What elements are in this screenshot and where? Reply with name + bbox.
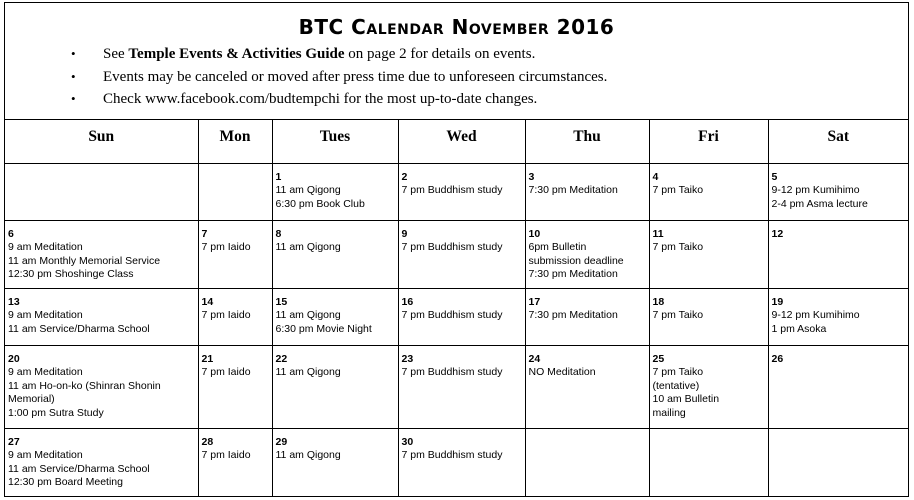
event-line: 12:30 pm Board Meeting <box>8 476 123 489</box>
day-number: 2 <box>401 171 408 183</box>
event-line: 9-12 pm Kumihimo <box>771 184 860 197</box>
week-row <box>5 289 908 346</box>
day-cell <box>768 346 908 429</box>
day-number: 27 <box>8 436 20 448</box>
event-line: 7 pm Buddhism study <box>401 241 503 254</box>
weekday-header: Tues <box>272 120 398 164</box>
day-cell <box>768 429 908 496</box>
event-line: 11 am Service/Dharma School <box>8 462 150 475</box>
day-number: 19 <box>771 296 784 308</box>
week-row <box>5 164 908 221</box>
day-cell <box>198 164 272 221</box>
event-line: 11 am Service/Dharma School <box>8 322 150 335</box>
calendar-page <box>4 2 909 497</box>
event-line: 7 pm Taiko <box>652 366 704 379</box>
day-cell <box>768 221 908 289</box>
week-row <box>5 429 908 496</box>
event-line: 9-12 pm Kumihimo <box>771 309 860 322</box>
day-cell <box>768 164 908 221</box>
day-cell <box>525 289 649 346</box>
event-line: (tentative) <box>652 379 700 392</box>
day-number: 4 <box>652 171 659 183</box>
day-cell <box>272 221 398 289</box>
day-cell <box>649 289 768 346</box>
weekday-header: Wed <box>398 120 525 164</box>
weekday-header: Sat <box>768 120 908 164</box>
day-number: 14 <box>201 296 214 308</box>
day-number: 28 <box>201 436 214 448</box>
day-number: 5 <box>771 171 778 183</box>
event-line: 11 am Qigong <box>275 449 341 462</box>
event-line: 7 pm Buddhism study <box>401 309 503 322</box>
event-line: 1:00 pm Sutra Study <box>8 406 104 419</box>
event-line: 11 am Qigong <box>275 309 341 322</box>
note-item <box>71 66 607 89</box>
day-cell <box>768 289 908 346</box>
day-number: 6 <box>8 228 14 240</box>
day-number: 11 <box>652 228 664 240</box>
day-cell <box>649 429 768 496</box>
note-item <box>71 88 607 111</box>
event-line: 7 pm Iaido <box>201 366 251 379</box>
event-line: 7 pm Taiko <box>652 184 704 197</box>
event-line: 9 am Meditation <box>8 449 83 462</box>
event-line: 7 pm Iaido <box>201 309 251 322</box>
note-text: Events may be canceled or moved after press time due to unforeseen circumstances. <box>103 68 608 85</box>
event-line: 6:30 pm Movie Night <box>275 322 372 335</box>
day-cell <box>198 346 272 429</box>
note-item <box>71 43 607 66</box>
day-cell <box>198 289 272 346</box>
day-cell <box>5 429 198 496</box>
event-line: 11 am Qigong <box>275 241 341 254</box>
day-cell <box>525 346 649 429</box>
event-line: 9 am Meditation <box>8 366 83 379</box>
event-line: 7 pm Buddhism study <box>401 184 503 197</box>
event-line: 7 pm Buddhism study <box>401 366 503 379</box>
day-number: 12 <box>771 228 784 240</box>
day-cell <box>272 429 398 496</box>
calendar-grid <box>5 119 908 496</box>
event-line: 11 am Qigong <box>275 184 341 197</box>
day-number: 30 <box>401 436 414 448</box>
day-cell <box>398 164 525 221</box>
event-line: 1 pm Asoka <box>771 322 827 335</box>
weekday-header-row <box>5 120 908 164</box>
day-cell <box>398 429 525 496</box>
day-number: 18 <box>652 296 665 308</box>
bullet-icon: • <box>71 91 76 106</box>
note-text: on page 2 for details on events. <box>344 46 536 62</box>
notes-list <box>71 43 607 111</box>
day-cell <box>649 164 768 221</box>
event-line: 6:30 pm Book Club <box>275 197 365 210</box>
day-number: 13 <box>8 296 20 308</box>
day-number: 3 <box>528 171 535 183</box>
day-cell <box>198 429 272 496</box>
weekday-header: Thu <box>525 120 649 164</box>
day-cell <box>272 289 398 346</box>
day-number: 7 <box>201 228 208 240</box>
event-line: 7 pm Taiko <box>652 241 704 254</box>
event-line: 6pm Bulletin <box>528 241 587 254</box>
event-line: 9 am Meditation <box>8 241 83 254</box>
event-line: 10 am Bulletin <box>652 393 720 406</box>
event-line: NO Meditation <box>528 366 596 379</box>
event-line: 7 pm Taiko <box>652 309 704 322</box>
day-cell <box>398 289 525 346</box>
day-cell <box>198 221 272 289</box>
event-line: 2-4 pm Asma lecture <box>771 197 868 210</box>
day-number: 24 <box>528 353 541 365</box>
note-text: Check www.facebook.com/budtempchi for the most up-to-date changes. <box>103 91 538 107</box>
event-line: 11 am Ho-on-ko (Shinran Shonin <box>8 379 161 392</box>
day-number: 26 <box>771 353 784 365</box>
day-number: 29 <box>275 436 288 448</box>
day-cell <box>272 346 398 429</box>
calendar-header <box>5 3 908 119</box>
day-cell <box>398 221 525 289</box>
note-text: See <box>103 46 129 62</box>
day-number: 22 <box>275 353 288 365</box>
event-line: 7 pm Iaido <box>201 449 251 462</box>
event-line: mailing <box>652 406 686 419</box>
event-line: 11 am Qigong <box>275 366 341 379</box>
bullet-icon: • <box>71 68 76 84</box>
event-line: 7:30 pm Meditation <box>528 268 618 281</box>
event-line: 7 pm Iaido <box>201 241 251 254</box>
event-line: 9 am Meditation <box>8 309 83 322</box>
event-line: Memorial) <box>8 393 55 406</box>
note-guide-title: Temple Events & Activities Guide <box>128 46 345 62</box>
day-number: 17 <box>528 296 541 308</box>
day-number: 15 <box>275 296 288 308</box>
day-number: 10 <box>528 228 541 240</box>
day-number: 23 <box>401 353 414 365</box>
page-title: BTC Calendar November 2016 <box>298 15 615 39</box>
day-number: 8 <box>275 228 282 240</box>
day-number: 16 <box>401 296 414 308</box>
day-cell <box>525 429 649 496</box>
day-cell <box>5 221 198 289</box>
day-cell <box>272 164 398 221</box>
week-row <box>5 346 908 429</box>
event-line: submission deadline <box>528 254 624 267</box>
weekday-header: Mon <box>198 120 272 164</box>
day-cell <box>5 289 198 346</box>
event-line: 11 am Monthly Memorial Service <box>8 254 161 267</box>
bullet-icon: • <box>71 46 76 61</box>
day-cell <box>398 346 525 429</box>
day-number: 21 <box>201 353 214 365</box>
day-cell <box>5 164 198 221</box>
week-row <box>5 221 908 289</box>
event-line: 7:30 pm Meditation <box>528 309 618 322</box>
day-cell <box>525 164 649 221</box>
event-line: 7 pm Buddhism study <box>401 449 503 462</box>
day-number: 20 <box>8 353 20 365</box>
day-cell <box>649 221 768 289</box>
event-line: 7:30 pm Meditation <box>528 184 618 197</box>
weekday-header: Sun <box>5 120 198 164</box>
day-number: 1 <box>275 171 282 183</box>
day-cell <box>649 346 768 429</box>
day-cell <box>5 346 198 429</box>
day-number: 9 <box>401 228 408 240</box>
day-cell <box>525 221 649 289</box>
weekday-header: Fri <box>649 120 768 164</box>
event-line: 12:30 pm Shoshinge Class <box>8 268 134 281</box>
day-number: 25 <box>652 353 665 365</box>
